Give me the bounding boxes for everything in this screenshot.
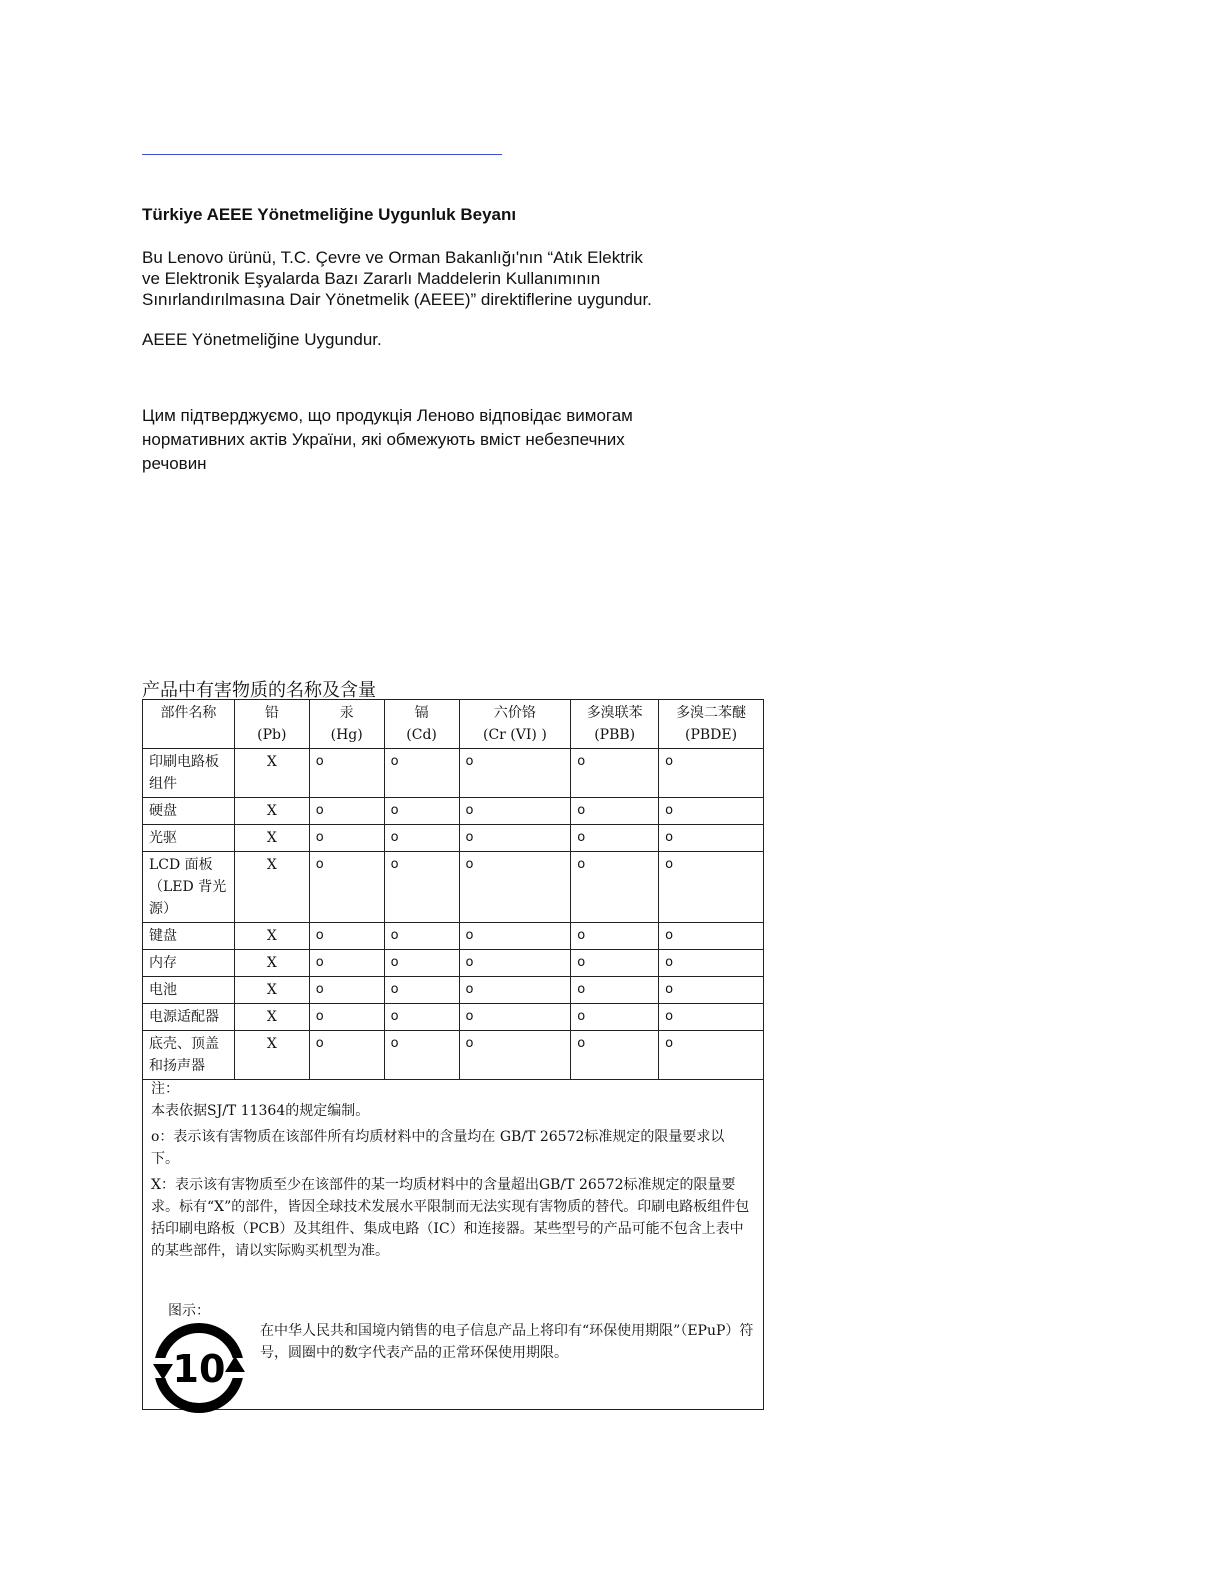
legend-description: 在中华人民共和国境内销售的电子信息产品上将印有“环保使用期限”（EPuP）符号，圆圈中的数字代表产品的正常环保使用期限。 — [260, 1323, 754, 1361]
part-name-cell: LCD 面板（LED 背光源） — [143, 852, 235, 923]
table-header-row — [143, 700, 764, 749]
notes-standard: 本表依据SJ/T 11364的规定编制。 — [151, 1103, 370, 1119]
table-row — [143, 798, 764, 825]
substance-value-cell: o — [459, 977, 571, 1004]
substance-value-cell: o — [659, 950, 764, 977]
substance-value-cell: o — [571, 1004, 659, 1031]
table-row — [143, 1004, 764, 1031]
substance-value-cell: X — [234, 1031, 309, 1080]
table-notes — [151, 1078, 751, 1262]
substance-value-cell: o — [659, 825, 764, 852]
substance-value-cell: o — [659, 852, 764, 923]
notes-x-definition: X：表示该有害物质至少在该部件的某一均质材料中的含量超出GB/T 26572标准规定的限量要求。标有“X”的部件，皆因全球技术发展水平限制而无法实现有害物质的替代。印刷电路板组件包括印刷电路板（PCB）及其组件、集成电路（IC）和连接器。某些型号的产品可能不包含上表中的某些部件，请以实际购买机型为准。 — [151, 1177, 750, 1259]
substance-value-cell: o — [309, 749, 384, 798]
substance-value-cell: o — [571, 950, 659, 977]
ukrainian-line: речовин — [142, 454, 207, 473]
substance-value-cell: o — [309, 950, 384, 977]
substance-value-cell: o — [309, 1031, 384, 1080]
table-row — [143, 825, 764, 852]
substance-value-cell: o — [459, 852, 571, 923]
substance-value-cell: o — [571, 852, 659, 923]
table-row — [143, 1031, 764, 1080]
substance-value-cell: o — [571, 1031, 659, 1080]
ukrainian-declaration-text — [142, 404, 762, 476]
substance-value-cell: o — [384, 825, 459, 852]
turkish-declaration-title: Türkiye AEEE Yönetmeliğine Uygunluk Beyanı — [142, 205, 517, 224]
substance-value-cell: o — [459, 1004, 571, 1031]
china-rohs-box — [142, 699, 764, 1410]
substance-value-cell: o — [459, 798, 571, 825]
substance-value-cell: o — [309, 923, 384, 950]
substance-value-cell: X — [234, 950, 309, 977]
header-cell: 多溴二苯醚 (PBDE) — [659, 700, 764, 749]
turkish-compliance-statement: AEEE Yönetmeliğine Uygundur. — [142, 330, 382, 349]
substance-value-cell: X — [234, 852, 309, 923]
epup-10-logo-icon — [151, 1320, 247, 1416]
substance-value-cell: o — [384, 798, 459, 825]
substance-value-cell: X — [234, 977, 309, 1004]
table-row — [143, 749, 764, 798]
substance-value-cell: o — [659, 798, 764, 825]
header-cell: 汞 (Hg) — [309, 700, 384, 749]
ukrainian-line: нормативних актів України, які обмежують вміст небезпечних — [142, 430, 625, 449]
part-name-cell: 内存 — [143, 950, 235, 977]
header-cell: 铅 (Pb) — [234, 700, 309, 749]
substance-value-cell: o — [659, 1031, 764, 1080]
substance-value-cell: o — [571, 798, 659, 825]
header-cell: 镉 (Cd) — [384, 700, 459, 749]
substance-value-cell: o — [659, 977, 764, 1004]
substance-value-cell: o — [384, 923, 459, 950]
part-name-cell: 光驱 — [143, 825, 235, 852]
substance-value-cell: X — [234, 923, 309, 950]
substance-value-cell: o — [459, 825, 571, 852]
part-name-cell: 硬盘 — [143, 798, 235, 825]
substance-value-cell: o — [659, 1004, 764, 1031]
table-row — [143, 852, 764, 923]
substance-value-cell: X — [234, 1004, 309, 1031]
legend-label: 图示： — [168, 1303, 210, 1319]
part-name-cell: 印刷电路板组件 — [143, 749, 235, 798]
table-body — [143, 749, 764, 1080]
part-name-cell: 底壳、顶盖和扬声器 — [143, 1031, 235, 1080]
header-rule — [142, 154, 502, 155]
substance-value-cell: o — [309, 1004, 384, 1031]
substance-value-cell: o — [384, 1004, 459, 1031]
logo-number: 10 — [172, 1347, 226, 1391]
substance-value-cell: o — [384, 749, 459, 798]
substance-value-cell: o — [659, 749, 764, 798]
china-rohs-title: 产品中有害物质的名称及含量 — [142, 680, 376, 701]
substance-value-cell: o — [309, 977, 384, 1004]
substance-value-cell: o — [309, 852, 384, 923]
notes-o-definition: o：表示该有害物质在该部件所有均质材料中的含量均在 GB/T 26572标准规定的限量要求以下。 — [151, 1129, 725, 1167]
table-row — [143, 977, 764, 1004]
turkish-line: ve Elektronik Eşyalarda Bazı Zararlı Maddelerin Kullanımının — [142, 269, 601, 288]
substance-value-cell: X — [234, 749, 309, 798]
substance-value-cell: o — [384, 852, 459, 923]
substance-value-cell: o — [459, 950, 571, 977]
substance-value-cell: o — [384, 977, 459, 1004]
ukrainian-line: Цим підтверджуємо, що продукція Леново відповідає вимогам — [142, 406, 633, 425]
turkish-declaration-text — [142, 247, 742, 310]
substance-value-cell: o — [571, 923, 659, 950]
table-row — [143, 923, 764, 950]
substance-value-cell: X — [234, 798, 309, 825]
part-name-cell: 键盘 — [143, 923, 235, 950]
substance-value-cell: o — [571, 749, 659, 798]
substance-value-cell: o — [459, 749, 571, 798]
turkish-line: Sınırlandırılmasına Dair Yönetmelik (AEEE)” direktiflerine uygundur. — [142, 290, 652, 309]
part-name-cell: 电池 — [143, 977, 235, 1004]
substance-value-cell: X — [234, 825, 309, 852]
part-name-cell: 电源适配器 — [143, 1004, 235, 1031]
substance-value-cell: o — [309, 825, 384, 852]
substance-value-cell: o — [384, 1031, 459, 1080]
header-cell: 部件名称 — [143, 700, 235, 749]
substance-value-cell: o — [459, 1031, 571, 1080]
turkish-line: Bu Lenovo ürünü, T.C. Çevre ve Orman Bakanlığı'nın “Atık Elektrik — [142, 248, 643, 267]
substance-value-cell: o — [659, 923, 764, 950]
hazardous-substances-table — [142, 699, 764, 1080]
substance-value-cell: o — [384, 950, 459, 977]
notes-label: 注： — [151, 1081, 179, 1097]
table-row — [143, 950, 764, 977]
substance-value-cell: o — [571, 977, 659, 1004]
substance-value-cell: o — [571, 825, 659, 852]
header-cell: 六价铬 (Cr (VI) ) — [459, 700, 571, 749]
header-cell: 多溴联苯 (PBB) — [571, 700, 659, 749]
substance-value-cell: o — [459, 923, 571, 950]
substance-value-cell: o — [309, 798, 384, 825]
